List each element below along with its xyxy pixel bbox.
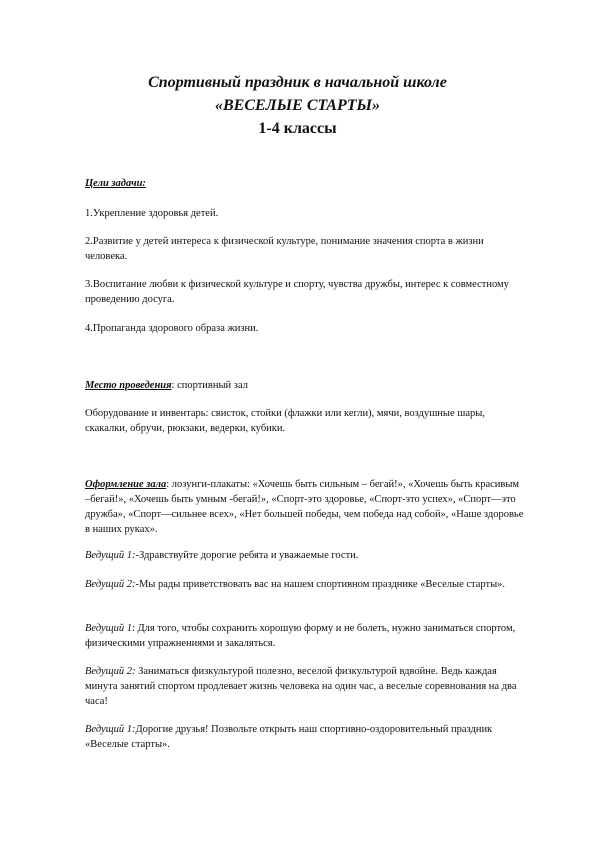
dialogue-line [85,664,525,709]
dialogue-text: Дорогие друзья! Позвольте открыть наш спортивно-оздоровительный праздник «Веселые старты». [85,724,493,750]
dialogue-line [85,722,525,752]
goal-item: 4.Пропаганда здорового образа жизни. [85,323,259,334]
speaker-label: Ведущий 1: [85,550,136,561]
speaker-label: Ведущий 2: [85,666,136,677]
event-name: «ВЕСЕЛЫЕ СТАРТЫ» [214,97,380,114]
goals-heading [85,176,525,191]
speaker-label: Ведущий 1: [85,724,136,735]
venue-label: Место проведения [85,380,172,391]
venue-paragraph [85,378,525,393]
document-title: Спортивный праздник в начальной школе [148,74,447,91]
dialogue-line [85,621,525,651]
grade-range: 1-4 классы [258,120,337,137]
speaker-label: Ведущий 1 [85,623,132,634]
goal-item: 3.Воспитание любви к физической культуре и спорту, чувства дружбы, интерес к совместному проведению досуга. [85,279,509,305]
goal-item: 2.Развитие у детей интереса к физической культуре, понимание значения спорта в жизни человека. [85,236,484,262]
venue-text: : спортивный зал [171,380,248,391]
speaker-label: Ведущий 2: [85,579,136,590]
dialogue-text: -Мы рады приветствовать вас на нашем спортивном празднике «Веселые старты». [135,579,506,590]
equipment-paragraph: Оборудование и инвентарь: свисток, стойки (флажки или кегли), мячи, воздушные шары, скакалки, обручи, рюкзаки, ведерки, кубики. [85,408,485,434]
goals-heading-label: Цели задачи: [85,178,146,189]
decoration-paragraph [85,477,525,537]
dialogue-text: -Здравствуйте дорогие ребята и уважаемые гости. [135,550,359,561]
dialogue-line [85,577,525,592]
goal-item: 1.Укрепление здоровья детей. [85,208,219,219]
dialogue-text: : Для того, чтобы сохранить хорошую форму и не болеть, нужно заниматься спортом, физическими упражнениями и закаляться. [85,623,516,649]
dialogue-text: Заниматься физкультурой полезно, веселой физкультурой вдвойне. Ведь каждая минута занятий спортом продлевает жизнь человека на один час, а веселые соревнования на два часа! [85,666,517,707]
dialogue-line [85,548,525,563]
decoration-text: : лозунги-плакаты: «Хочешь быть сильным – бегай!», «Хочешь быть красивым –бегай!», «Хочешь быть умным -бегай!», «Спорт-это здоровье, «Спорт-это успех», «Спорт—это дружба», «Спорт—сильнее всех», «Нет большей победы, чем победа над собой», «Наше здоровье в наших руках». [85,479,524,535]
decoration-label: Оформление зала [85,479,167,490]
